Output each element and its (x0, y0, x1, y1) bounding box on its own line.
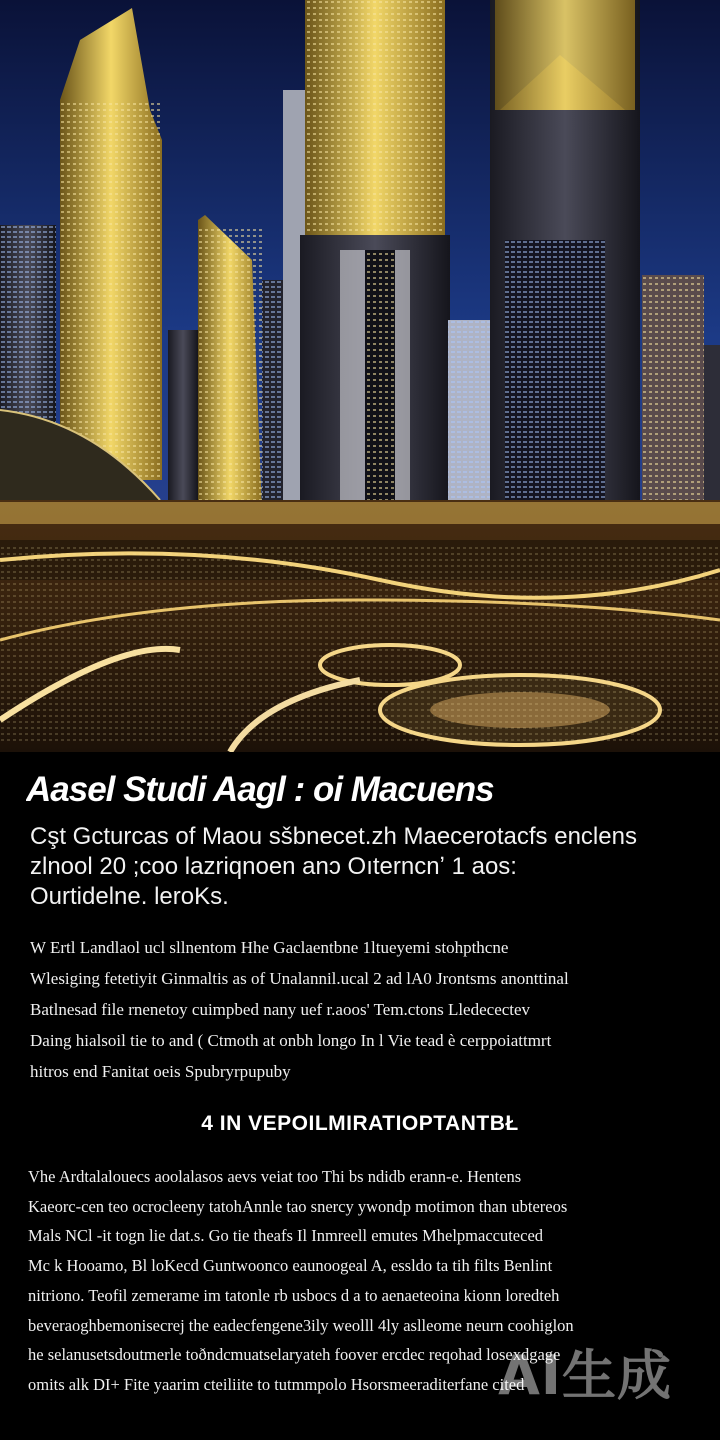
ai-generated-watermark: AI生成 (498, 1344, 672, 1407)
section-heading: 4 IN VEPOILMIRATIOPTANTBŁ (201, 1112, 519, 1135)
paragraph-line: W Ertl Landlaol ucl sllnentom Hhe Gaclaentbne 1ltueyemi stohpthcne (30, 938, 509, 957)
paragraph-line: nitriono. Teofil zemerame im tatonle rb usbocs d a to aenaeteoina kionn loredteh (28, 1285, 560, 1305)
paragraph-line: he selanusetsdoutmerle toðndcmuatselaryateh foover ercdec reqohad losexdgage (28, 1345, 561, 1365)
article-title: Aasel Studi Aagl : oi Macuens (26, 770, 494, 809)
paragraph-line: Daing hialsoil tie to and ( Ctmoth at onbh longo In l Vie tead è cerppoiattmrt (30, 1031, 552, 1050)
paragraph-line: omits alk DI+ Fite yaarim cteiliite to tutmmpolo Hsorsmeeraditerfane cited (28, 1374, 525, 1394)
subtitle-line: zlnool 20 ;coo lazriqnoen anɔ Oıterncnʼ 1 aos: (30, 853, 517, 880)
paragraph-line: Vhe Ardtalalouecs aoolalasos aevs veiat too Thi bs ndidb erann-e. Hentens (28, 1167, 522, 1186)
paragraph-line: Mals NCl -it togn lie dat.s. Go tie theafs Il Inmreell emutes Mhelpmaccuteced (28, 1226, 544, 1246)
paragraph-line: Batlnesad file rnenetoy cuimpbed nany uef r.aoos' Tem.ctons Lledecectev (30, 1000, 531, 1019)
subtitle-line: Ourtidelne. leroKs. (30, 883, 229, 910)
article-panel (0, 752, 720, 1440)
paragraph-line: hitros end Fanitat oeis Spubryrpupuby (30, 1062, 291, 1081)
subtitle-line: Cşt Gcturcas of Maou sšbnecet.zh Maecerotacfs enclens (30, 823, 637, 850)
article-subtitle (30, 822, 700, 912)
paragraph-1 (30, 932, 695, 1087)
paragraph-line: Mc k Hooamo, Bl loKecd Guntwoonco eaunoogeal A, essldo ta tih filts Benlint (28, 1256, 553, 1276)
paragraph-line: beveraoghbemonisecrej the eadecfengene3ily weolll 4ly aslleome neurn coohiglon (28, 1315, 574, 1335)
paragraph-line: Wlesiging fetetiyit Ginmaltis as of Unalannil.ucal 2 ad lA0 Jrontsms anonttinal (30, 969, 569, 988)
paragraph-line: Kaeorc-cen teo ocrocleeny tatohAnnle tao snercy ywondp motimon than ubtereos (28, 1196, 568, 1216)
